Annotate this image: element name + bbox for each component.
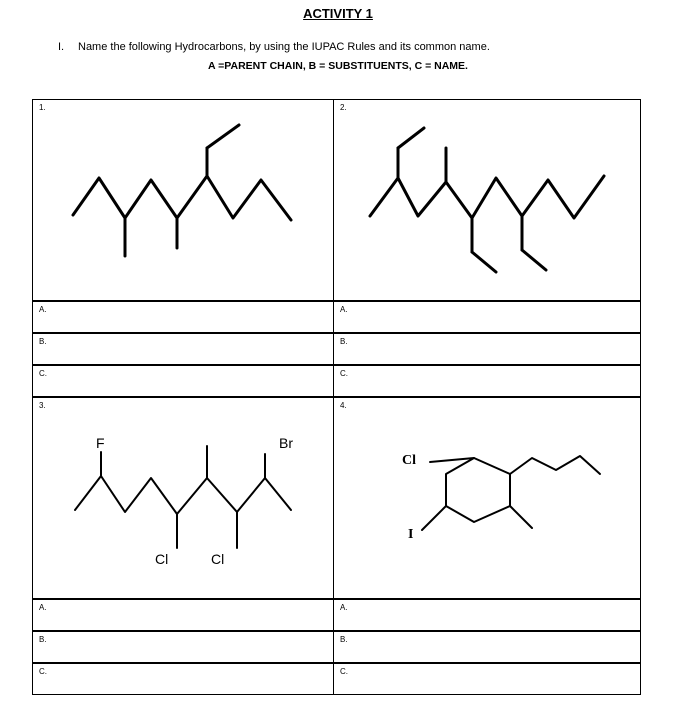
answer-label: A. bbox=[39, 603, 47, 612]
answer-3c[interactable] bbox=[32, 663, 334, 695]
answer-4b[interactable] bbox=[333, 631, 641, 663]
answer-2a[interactable] bbox=[333, 301, 641, 333]
answer-label: B. bbox=[39, 337, 47, 346]
instruction-number: I. bbox=[58, 41, 65, 53]
atom-iodine: I bbox=[408, 527, 414, 542]
structure-2-drawing bbox=[334, 100, 640, 300]
structure-3-drawing bbox=[33, 398, 333, 598]
answer-label: C. bbox=[340, 369, 348, 378]
answer-2c[interactable] bbox=[333, 365, 641, 397]
structure-1-label: 1. bbox=[39, 103, 46, 112]
answer-3a[interactable] bbox=[32, 599, 334, 631]
instruction-text: Name the following Hydrocarbons, by using the IUPAC Rules and its common name. bbox=[78, 41, 490, 53]
structure-2-box bbox=[333, 99, 641, 301]
atom-bromine: Br bbox=[279, 435, 293, 451]
structure-3-label: 3. bbox=[39, 401, 46, 410]
answer-label: A. bbox=[340, 305, 348, 314]
atom-chlorine: Cl bbox=[211, 551, 225, 567]
answer-label: A. bbox=[340, 603, 348, 612]
answer-label: B. bbox=[340, 635, 348, 644]
answer-label: C. bbox=[39, 369, 47, 378]
atom-fluorine: F bbox=[96, 435, 105, 451]
answer-label: C. bbox=[39, 667, 47, 676]
answer-1c[interactable] bbox=[32, 365, 334, 397]
structure-1-box bbox=[32, 99, 334, 301]
answer-label: B. bbox=[340, 337, 348, 346]
atom-chlorine: Cl bbox=[155, 551, 169, 567]
answer-1a[interactable] bbox=[32, 301, 334, 333]
answer-label: B. bbox=[39, 635, 47, 644]
structure-4-box bbox=[333, 397, 641, 599]
answer-4c[interactable] bbox=[333, 663, 641, 695]
structure-1-drawing bbox=[33, 100, 333, 300]
instruction bbox=[58, 41, 490, 53]
answer-label: A. bbox=[39, 305, 47, 314]
answer-label: C. bbox=[340, 667, 348, 676]
structure-4-label: 4. bbox=[340, 401, 347, 410]
answer-3b[interactable] bbox=[32, 631, 334, 663]
structure-4-drawing bbox=[334, 398, 640, 598]
answer-1b[interactable] bbox=[32, 333, 334, 365]
answer-4a[interactable] bbox=[333, 599, 641, 631]
page-title: ACTIVITY 1 bbox=[303, 6, 373, 21]
structure-3-box bbox=[32, 397, 334, 599]
rules-line: A =PARENT CHAIN, B = SUBSTITUENTS, C = NAME. bbox=[208, 60, 468, 72]
structure-2-label: 2. bbox=[340, 103, 347, 112]
answer-2b[interactable] bbox=[333, 333, 641, 365]
atom-chlorine: Cl bbox=[402, 453, 416, 468]
